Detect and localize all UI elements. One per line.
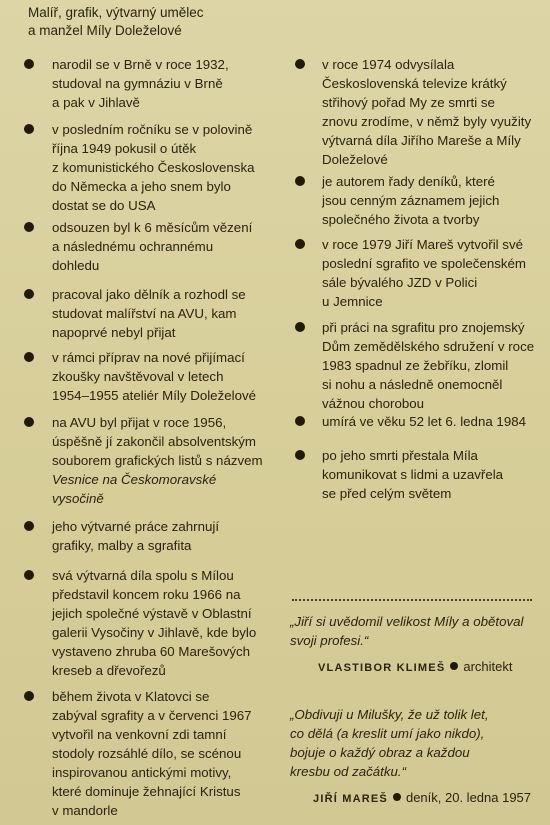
- item-line: poslední sgrafito ve společenském: [322, 256, 526, 271]
- bullet-icon: [393, 793, 401, 801]
- item-line: Československá televize krátký: [322, 76, 507, 91]
- intro-line: a manžel Míly Doleželové: [28, 23, 182, 38]
- quote-line: „Obdivuji u Milušky, že už tolik let,: [290, 707, 489, 722]
- bio-item: [290, 318, 550, 413]
- bio-item: [0, 687, 285, 820]
- bullet-icon: [295, 59, 305, 69]
- bio-item: [0, 348, 285, 405]
- bio-item: [290, 55, 550, 169]
- bullet-icon: [24, 352, 34, 362]
- quote-attribution: [318, 659, 513, 676]
- bio-item: [0, 285, 285, 342]
- item-line: se před celým světem: [322, 486, 452, 501]
- item-line: do Německa a jeho snem bylo: [52, 179, 231, 194]
- bio-item: [0, 218, 285, 275]
- bullet-icon: [295, 416, 305, 426]
- item-line: grafiky, malby a sgrafita: [52, 538, 192, 553]
- bio-item: [290, 172, 550, 229]
- bullet-icon: [24, 124, 34, 134]
- item-line: 1954–1955 ateliér Míly Doleželové: [52, 388, 257, 403]
- item-line: Dům zemědělského sdružení v roce: [322, 339, 535, 354]
- quote-line: svoji profesi.“: [290, 633, 369, 648]
- item-line: vysočině: [52, 491, 104, 506]
- item-line: výtvarná díla Jiřího Mareše a Míly: [322, 133, 521, 148]
- item-line: zkoušky navštěvoval v letech: [52, 369, 224, 384]
- item-line: které dominuje žehnající Kristus: [52, 784, 241, 799]
- bio-item: [0, 55, 285, 112]
- bullet-icon: [295, 239, 305, 249]
- item-line: v posledním ročníku se v polovině: [52, 122, 253, 137]
- intro-heading: [28, 4, 204, 40]
- bio-item: [0, 517, 285, 555]
- item-line: Vesnice na Českomoravské: [52, 472, 217, 487]
- quote-role: deník, 20. ledna 1957: [405, 790, 532, 805]
- item-line: vážnou chorobou: [322, 396, 425, 411]
- item-line: jeho výtvarné práce zahrnují: [52, 519, 220, 534]
- quote-author: JIŘÍ MAREŠ: [313, 793, 388, 805]
- dotted-divider: [292, 599, 532, 601]
- item-line: při práci na sgrafitu pro znojemský: [322, 320, 525, 335]
- item-line: představil koncem roku 1966 na: [52, 587, 241, 602]
- item-line: dostat se do USA: [52, 198, 156, 213]
- intro-line: Malíř, grafik, výtvarný umělec: [28, 5, 204, 20]
- item-line: a pak v Jihlavě: [52, 95, 140, 110]
- bullet-icon: [24, 59, 34, 69]
- quote-line: „Jiří si uvědomil velikost Míly a obětoval: [290, 614, 524, 629]
- item-line: v roce 1979 Jiří Mareš vytvořil své: [322, 237, 523, 252]
- item-line: souborem grafických listů s názvem: [52, 453, 263, 468]
- item-line: komunikovat s lidmi a uzavřela: [322, 467, 504, 482]
- item-line: je autorem řady deníků, které: [322, 174, 495, 189]
- bio-item: [0, 120, 285, 215]
- bullet-icon: [24, 417, 34, 427]
- bullet-icon: [295, 450, 305, 460]
- quote-author: VLASTIBOR KLIMEŠ: [318, 662, 446, 674]
- item-line: inspirovanou antickými motivy,: [52, 765, 232, 780]
- bullet-icon: [450, 662, 458, 670]
- bullet-icon: [24, 691, 34, 701]
- item-line: jsou cenným záznamem jejich: [322, 193, 500, 208]
- quote-attribution: [313, 790, 531, 807]
- item-line: Doleželové: [322, 152, 388, 167]
- item-line: během života v Klatovci se: [52, 689, 210, 704]
- item-line: vystaveno zhruba 60 Marešových: [52, 644, 251, 659]
- item-line: v roce 1974 odvysílala: [322, 57, 455, 72]
- item-line: zabýval sgrafity a v červenci 1967: [52, 708, 252, 723]
- item-line: společného života a tvorby: [322, 212, 480, 227]
- item-line: si nohu a následně onemocněl: [322, 377, 503, 392]
- item-line: a následnému ochrannému: [52, 239, 214, 254]
- item-line: střihový pořad My ze smrti se: [322, 95, 495, 110]
- item-line: jejich společné výstavě v Oblastní: [52, 606, 252, 621]
- item-line: studoval na gymnáziu v Brně: [52, 76, 223, 91]
- item-line: znovu zrodíme, v němž byly využity: [322, 114, 532, 129]
- item-line: 1983 spadnul ze žebříku, zlomil: [322, 358, 509, 373]
- bullet-icon: [24, 289, 34, 299]
- item-line: z komunistického Československa: [52, 160, 255, 175]
- item-line: října 1949 pokusil o útěk: [52, 141, 197, 156]
- bio-item: [290, 235, 550, 311]
- bullet-icon: [295, 322, 305, 332]
- bullet-icon: [24, 570, 34, 580]
- item-line: po jeho smrti přestala Míla: [322, 448, 478, 463]
- item-line: pracoval jako dělník a rozhodl se: [52, 287, 246, 302]
- bullet-icon: [24, 521, 34, 531]
- item-line: odsouzen byl k 6 měsícům vězení: [52, 220, 253, 235]
- item-line: v rámci příprav na nové přijímací: [52, 350, 245, 365]
- quote-line: bojuje o každý obraz a každou: [290, 745, 470, 760]
- item-line: na AVU byl přijat v roce 1956,: [52, 415, 227, 430]
- item-line: v mandorle: [52, 803, 118, 818]
- item-line: kreseb a dřevořezů: [52, 663, 166, 678]
- quote-line: kresbu od začátku.“: [290, 764, 407, 779]
- item-line: dohledu: [52, 258, 100, 273]
- bio-item: [290, 446, 550, 503]
- item-line: studovat malířství na AVU, kam: [52, 306, 237, 321]
- item-line: úspěšně jí zakončil absolventským: [52, 434, 256, 449]
- item-line: napoprvé nebyl přijat: [52, 325, 176, 340]
- item-line: galerii Vysočiny v Jihlavě, kde bylo: [52, 625, 257, 640]
- item-line: stodoly rozsáhlé dílo, se scénou: [52, 746, 242, 761]
- bio-item: [290, 412, 550, 431]
- item-line: sále bývalého JZD v Polici: [322, 275, 478, 290]
- item-line: vytvořil na venkovní zdi tamní: [52, 727, 227, 742]
- quote-mares: [290, 705, 540, 781]
- bio-item: [0, 413, 285, 508]
- item-line: u Jemnice: [322, 294, 383, 309]
- quote-line: co dělá (a kreslit umí jako nikdo),: [290, 726, 485, 741]
- item-line: svá výtvarná díla spolu s Mílou: [52, 568, 234, 583]
- item-line: umírá ve věku 52 let 6. ledna 1984: [322, 414, 527, 429]
- bullet-icon: [295, 176, 305, 186]
- bullet-icon: [24, 222, 34, 232]
- bio-item: [0, 566, 285, 680]
- quote-klimes: [290, 612, 540, 650]
- item-line: narodil se v Brně v roce 1932,: [52, 57, 229, 72]
- quote-role: architekt: [463, 659, 513, 674]
